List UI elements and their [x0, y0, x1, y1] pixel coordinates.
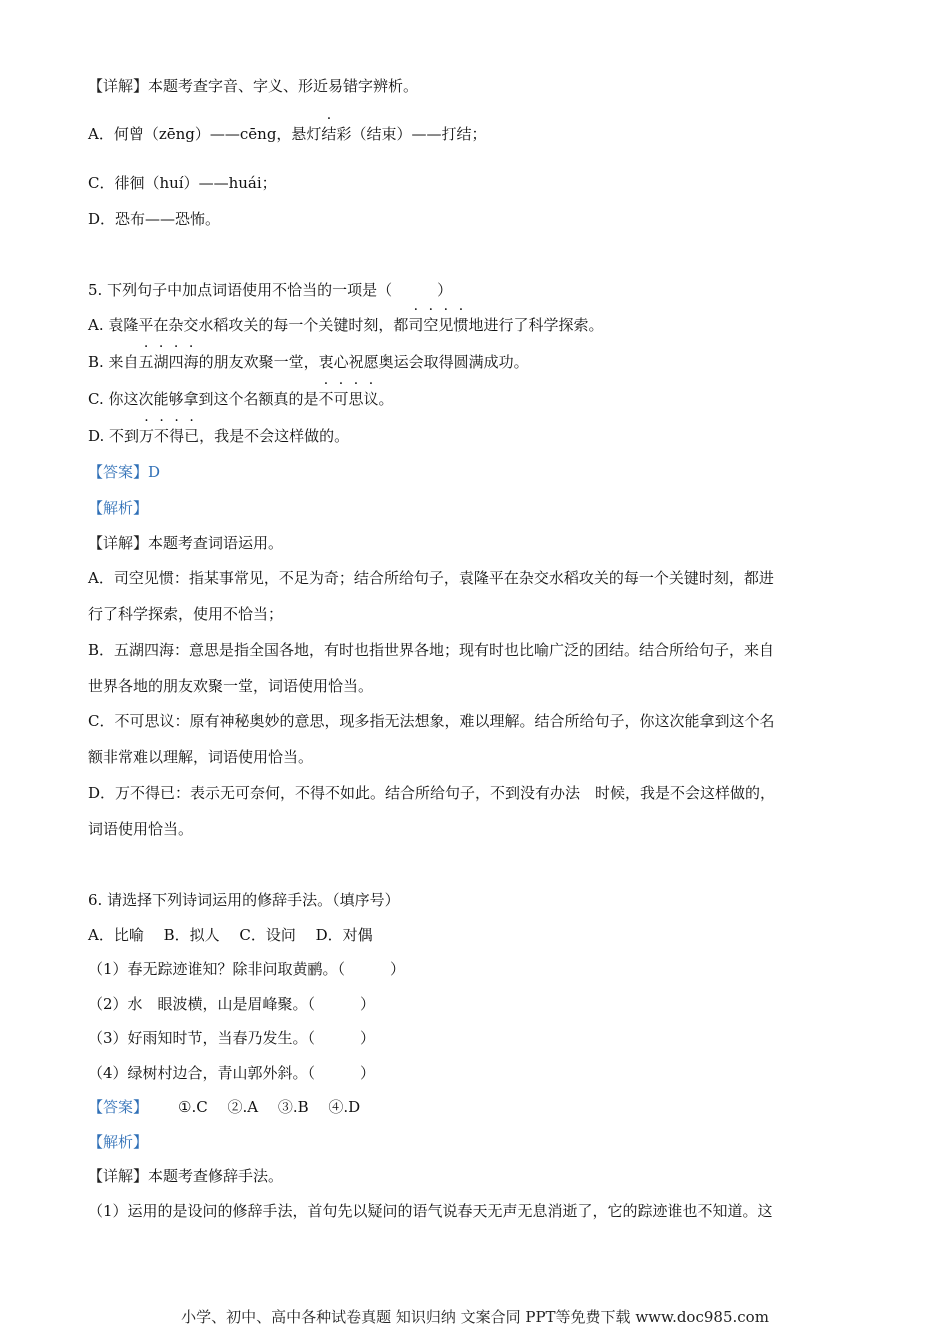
q6-item: （1）春无踪迹谁知？除非问取黄鹂。（ ）: [88, 960, 406, 978]
q6-options: A．比喻 B．拟人 C．设问 D．对偶: [88, 926, 373, 944]
dotted-char: 海: [183, 353, 199, 371]
q5-exp-line: A．司空见惯：指某事常见，不足为奇；结合所给句子，袁隆平在杂交水稻攻关的每一个关键时刻，都进: [88, 569, 774, 587]
q6-analysis-tag: 【解析】: [88, 1133, 149, 1151]
q5-a-post: 地进行了科学探索。: [468, 316, 604, 334]
dotted-char: 见: [438, 316, 454, 334]
dotted-char: 议: [363, 390, 379, 408]
answer-values: ①.C ②.A ③.B ④.D: [178, 1098, 361, 1116]
q5-analysis-tag: 【解析】: [88, 499, 149, 517]
q6-stem: 6. 请选择下列诗词运用的修辞手法。（填序号）: [88, 891, 400, 909]
q6-exp-line: （1）运用的是设问的修辞手法，首句先以疑问的语气说春天无声无息消逝了，它的踪迹谁也不知道。这: [88, 1202, 773, 1220]
q5-b-post: 的朋友欢聚一堂，衷心祝愿奥运会取得圆满成功。: [198, 353, 529, 371]
detail-tag: 【详解】: [88, 77, 149, 95]
q5-exp-line: 词语使用恰当。: [88, 820, 194, 838]
dotted-char: 结: [321, 125, 337, 143]
dotted-char: 不: [154, 427, 170, 445]
dotted-word: [321, 125, 336, 143]
dotted-char: 已: [184, 427, 200, 445]
q5-answer: [88, 462, 160, 482]
sec4-option-d: D．恐布——恐怖。: [88, 210, 221, 228]
dotted-char: 可: [333, 390, 349, 408]
q5-d-post: ，我是不会这样做的。: [199, 427, 350, 445]
q5-exp-line: 额非常难以理解，词语使用恰当。: [88, 748, 314, 766]
detail-tag: 【详解】: [88, 1167, 149, 1185]
dotted-char: 万: [139, 427, 155, 445]
q6-item: （3）好雨知时节，当春乃发生。（ ）: [88, 1029, 376, 1047]
dotted-char: 思: [348, 390, 364, 408]
q5-option-c: [88, 389, 394, 409]
q5-option-a: [88, 315, 603, 335]
sec4-option-c: C．徘徊（huí）——huái；: [88, 174, 277, 192]
dotted-char: 惯: [453, 316, 469, 334]
dotted-char: 司: [408, 316, 424, 334]
q5-exp-line: B．五湖四海：意思是指全国各地，有时也指世界各地；现有时也比喻广泛的团结。结合所给句子，来自: [88, 641, 775, 659]
dotted-char: 空: [423, 316, 439, 334]
dotted-word: [318, 390, 378, 408]
q6-item: （4）绿树村边合，青山郭外斜。（ ）: [88, 1064, 376, 1082]
detail-text: 本题考查词语运用。: [148, 534, 284, 552]
q5-exp-line: 行了科学探索，使用不恰当；: [88, 605, 284, 623]
q5-exp-line: 世界各地的朋友欢聚一堂，词语使用恰当。: [88, 677, 374, 695]
sec4-a-pre: A．何曾（zēng）——cēng，悬灯: [88, 125, 322, 143]
dotted-word: [139, 427, 199, 445]
q5-stem: 5. 下列句子中加点词语使用不恰当的一项是（ ）: [88, 281, 453, 299]
q6-answer: [88, 1097, 360, 1117]
dotted-char: 得: [169, 427, 185, 445]
dotted-char: 湖: [153, 353, 169, 371]
answer-tag: 【答案】: [88, 1098, 149, 1116]
q5-c-post: 。: [378, 390, 394, 408]
answer-value: D: [148, 463, 161, 481]
page-footer: 小学、初中、高中各种试卷真题 知识归纳 文案合同 PPT等免费下载 www.doc985.com: [181, 1308, 769, 1326]
q5-b-pre: B. 来自: [88, 353, 139, 371]
q5-c-pre: C. 你这次能够拿到这个名额真的是: [88, 390, 319, 408]
dotted-word: [139, 353, 199, 371]
dotted-char: 不: [318, 390, 334, 408]
q6-detail: [88, 1166, 283, 1186]
detail-text: 本题考查修辞手法。: [148, 1167, 284, 1185]
q5-option-b: [88, 352, 529, 372]
sec4-option-a: [88, 124, 486, 144]
detail-tag: 【详解】: [88, 534, 149, 552]
q6-item: （2）水 眼波横，山是眉峰聚。（ ）: [88, 995, 376, 1013]
q5-exp-line: D．万不得已：表示无可奈何，不得不如此。结合所给句子，不到没有办法 时候，我是不会这样做的，: [88, 784, 776, 802]
answer-tag: 【答案】: [88, 463, 149, 481]
dotted-char: 五: [138, 353, 154, 371]
q5-detail: [88, 533, 283, 553]
dotted-char: 四: [168, 353, 184, 371]
q5-a-pre: A. 袁隆平在杂交水稻攻关的每一个关键时刻，都: [88, 316, 409, 334]
dotted-word: [408, 316, 468, 334]
sec4-a-post: 彩（结束）——打结；: [336, 125, 487, 143]
q5-exp-line: C．不可思议：原有神秘奥妙的意思，现多指无法想象，难以理解。结合所给句子，你这次能拿到这个名: [88, 712, 775, 730]
detail-line-4: [88, 76, 418, 96]
detail-text: 本题考查字音、字义、形近易错字辨析。: [148, 77, 419, 95]
q5-d-pre: D. 不到: [88, 427, 140, 445]
q5-option-d: [88, 426, 349, 446]
